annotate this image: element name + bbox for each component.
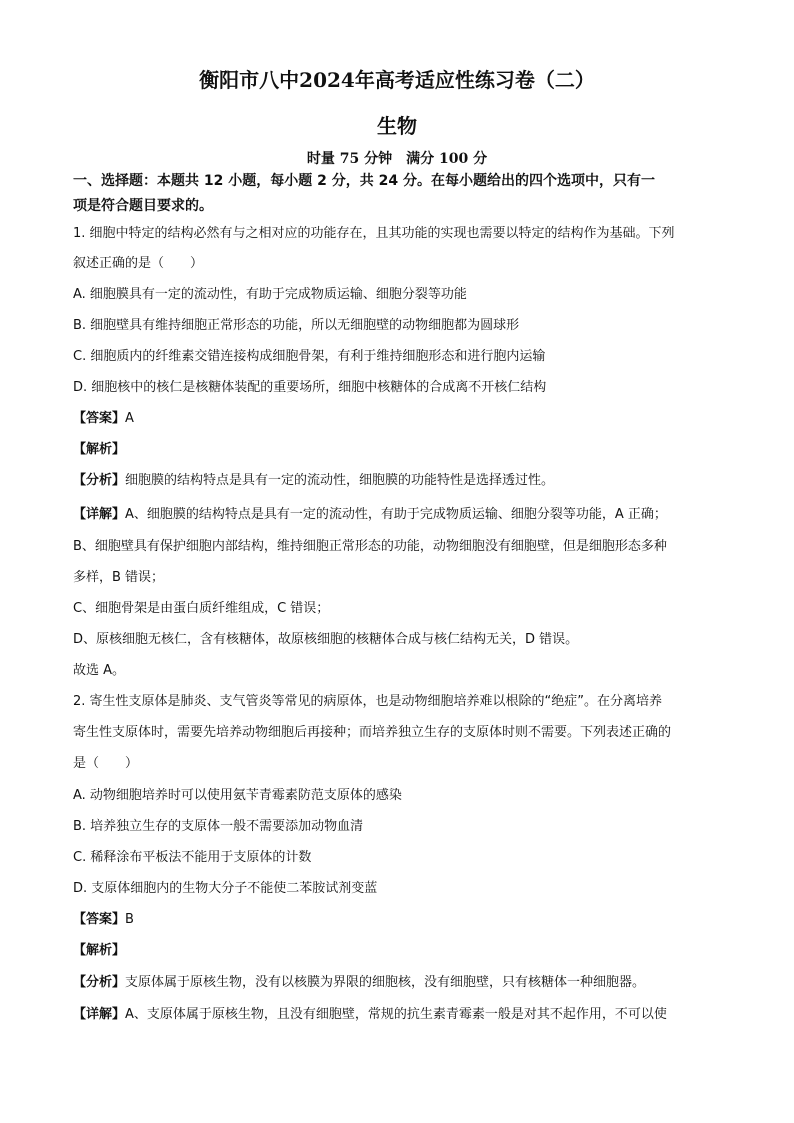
q2-stem-line3: 是（ ） [73, 756, 139, 771]
q1-option-b: B. 细胞壁具有维持细胞正常形态的功能，所以无细胞壁的动物细胞都为圆球形 [73, 318, 520, 333]
q1-conclusion: 故选 A。 [73, 663, 126, 678]
time-score: 时量 75 分钟 满分 100 分 [306, 151, 488, 167]
q2-xiangjie-line1 [73, 1006, 667, 1024]
q1-xiangjie-line3: 多样，B 错误； [73, 570, 165, 585]
answer-tag: 【答案】 [73, 411, 126, 426]
q1-xiangjie-line1 [73, 506, 667, 524]
q1-answer [73, 410, 134, 428]
xiangjie-text: A、支原体属于原核生物，且没有细胞壁，常规的抗生素青霉素一般是对其不起作用，不可以使 [125, 1007, 667, 1022]
section-heading-line1: 一、选择题：本题共 12 小题，每小题 2 分，共 24 分。在每小题给出的四个选项中，只有一 [73, 173, 655, 189]
q1-xiangjie-line5: D、原核细胞无核仁，含有核糖体，故原核细胞的核糖体合成与核仁结构无关，D 错误。 [73, 632, 579, 647]
q1-option-a: A. 细胞膜具有一定的流动性，有助于完成物质运输、细胞分裂等功能 [73, 287, 467, 302]
answer-value: A [125, 411, 134, 426]
section-heading-line2: 项是符合题目要求的。 [73, 198, 213, 214]
q2-option-a: A. 动物细胞培养时可以使用氨苄青霉素防范支原体的感染 [73, 788, 402, 803]
subject-title: 生物 [377, 114, 417, 138]
q1-fenxi [73, 472, 554, 490]
q2-option-b: B. 培养独立生存的支原体一般不需要添加动物血清 [73, 819, 364, 834]
q2-jiexi: 【解析】 [73, 943, 126, 958]
q2-stem-line1: 2. 寄生性支原体是肺炎、支气管炎等常见的病原体，也是动物细胞培养难以根除的“绝症”。在分离培养 [73, 694, 663, 709]
q1-stem-line1: 1. 细胞中特定的结构必然有与之相对应的功能存在，且其功能的实现也需要以特定的结构作为基础。下列 [73, 226, 675, 241]
fenxi-tag: 【分析】 [73, 473, 126, 488]
q1-stem-line2: 叙述正确的是（ ） [73, 256, 204, 271]
q2-option-d: D. 支原体细胞内的生物大分子不能使二苯胺试剂变蓝 [73, 881, 378, 896]
fenxi-text: 支原体属于原核生物，没有以核膜为界限的细胞核，没有细胞壁，只有核糖体一种细胞器。 [125, 975, 646, 990]
q1-xiangjie-line4: C、细胞骨架是由蛋白质纤维组成，C 错误； [73, 601, 330, 616]
answer-value: B [125, 912, 134, 927]
q2-stem-line2: 寄生性支原体时，需要先培养动物细胞后再接种；而培养独立生存的支原体时则不需要。下列表述正确的 [73, 725, 672, 740]
q1-xiangjie-line2: B、细胞壁具有保护细胞内部结构，维持细胞正常形态的功能，动物细胞没有细胞壁，但是细胞形态多种 [73, 539, 667, 554]
fenxi-tag: 【分析】 [73, 975, 126, 990]
fenxi-text: 细胞膜的结构特点是具有一定的流动性，细胞膜的功能特性是选择透过性。 [125, 473, 555, 488]
q1-option-d: D. 细胞核中的核仁是核糖体装配的重要场所，细胞中核糖体的合成离不开核仁结构 [73, 380, 547, 395]
xiangjie-tag: 【详解】 [73, 1007, 126, 1022]
answer-tag: 【答案】 [73, 912, 126, 927]
xiangjie-text: A、细胞膜的结构特点是具有一定的流动性，有助于完成物质运输、细胞分裂等功能，A 正确； [125, 507, 667, 522]
q2-answer [73, 911, 134, 929]
q1-option-c: C. 细胞质内的纤维素交错连接构成细胞骨架，有利于维持细胞形态和进行胞内运输 [73, 349, 546, 364]
q2-option-c: C. 稀释涂布平板法不能用于支原体的计数 [73, 850, 312, 865]
exam-title: 衡阳市八中2024年高考适应性练习卷（二） [199, 68, 595, 92]
q2-fenxi [73, 974, 645, 992]
q1-jiexi: 【解析】 [73, 442, 126, 457]
xiangjie-tag: 【详解】 [73, 507, 126, 522]
